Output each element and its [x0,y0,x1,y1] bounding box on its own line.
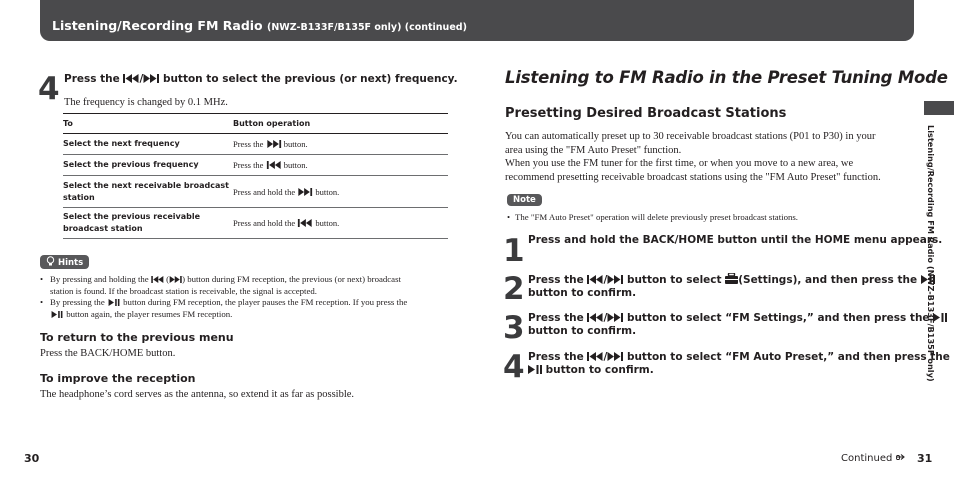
improve-heading: To improve the reception [40,372,196,385]
right-step-4-number: 4 [503,349,525,385]
continued-text: Continued [841,453,893,464]
hint-text: station is found. If the broadcast station is receivable, the signal is accepted. [50,286,317,296]
section-title: Presetting Desired Broadcast Stations [505,106,787,121]
table-header-operation: Button operation [233,119,311,128]
right-step-3-number: 3 [503,310,525,346]
left-step-number: 4 [38,71,60,107]
page-number-left: 30 [24,452,40,465]
table-cell-to: Select the previous receivable broadcast station [63,212,201,233]
main-title: Listening to FM Radio in the Preset Tuning Mode [505,68,948,87]
step-text: button to confirm. [528,325,637,337]
return-heading: To return to the previous menu [40,331,234,344]
step-text: Press the [528,274,584,286]
table-cell-operation [233,208,448,239]
table-op-suffix: button. [315,218,340,228]
prev-track-icon [587,313,603,322]
step-text: Press the [528,351,584,363]
continued-label [841,453,908,464]
prev-track-icon [587,352,603,361]
note-text: The "FM Auto Preset" operation will delete previously preset broadcast stations. [515,212,799,222]
table-cell-operation [233,176,448,208]
intro-paragraph [505,130,881,184]
hints-badge [40,255,89,269]
note-bullet-marker: • [507,212,511,222]
left-step-suffix: button to select the previous (or next) frequency. [162,73,458,85]
hint-text: By pressing the [50,297,105,307]
hints-label: Hints [57,258,84,268]
prev-track-icon [587,275,603,284]
hint-text: ) button during FM reception, the previous (or next) broadcast [182,274,401,284]
table-op-suffix: button. [283,139,308,149]
intro-line: recommend presetting receivable broadcast stations using the "FM Auto Preset" function. [505,171,881,183]
settings-icon [725,273,738,284]
table-header-row [63,114,448,134]
continued-hand-icon [896,453,908,462]
table-cell-operation [233,134,448,155]
intro-line: area using the "FM Auto Preset" function. [505,144,682,156]
table-op-suffix: button. [283,160,308,170]
play-pause-icon [50,311,64,318]
right-step-2-number: 2 [503,271,525,307]
improve-text: The headphone’s cord serves as the antenna, so extend it as far as possible. [40,389,355,400]
return-text: Press the BACK/HOME button. [40,348,176,359]
left-step-detail: The frequency is changed by 0.1 MHz. [64,97,228,108]
hint-bullet-2 [50,296,407,320]
button-operation-table [63,113,448,239]
hint-bullet-1-marker: • [40,274,44,284]
page-number-right: 31 [917,452,933,465]
hint-text: button again, the player resumes FM reception. [66,309,233,319]
table-op-suffix: button. [315,186,340,197]
next-track-icon [607,275,623,284]
table-op-prefix: Press and hold the [233,186,296,197]
table-op-prefix: Press and hold the [233,218,296,228]
left-step-instruction [64,73,458,86]
right-step-3-text [528,312,947,338]
side-label-text: Listening/Recording FM Radio (NWZ-B133F/B135F only) [926,125,936,382]
right-step-1-number: 1 [503,233,525,269]
step-text: / [603,351,608,363]
next-track-icon [607,352,623,361]
intro-line: You can automatically preset up to 30 receivable broadcast stations (P01 to P30) in your [505,131,876,142]
prev-track-icon [123,74,139,83]
next-track-icon [607,313,623,322]
intro-line: When you use the FM tuner for the first time, or when you move to a new area, we [505,158,854,169]
step-text: (Settings), and then press the [738,274,918,286]
next-track-icon [169,276,182,283]
header-title [52,18,467,33]
left-step-sep: / [139,73,144,85]
play-pause-icon [107,299,121,306]
table-cell-operation [233,155,448,176]
hint-text: button during FM reception, the player pauses the FM reception. If you press the [123,297,408,307]
hint-text: ( [166,274,170,284]
header-subtitle: (NWZ-B133F/B135F only) (continued) [267,22,467,33]
prev-track-icon [151,276,164,283]
step-text: / [603,274,608,286]
prev-track-icon [297,219,313,227]
side-tab-marker [924,101,954,115]
table-row [63,208,448,239]
table-row [63,176,448,208]
table-cell-to: Select the previous frequency [63,160,199,169]
step-text: / [603,312,608,324]
table-op-prefix: Press the [233,160,264,170]
step-text: button to select “FM Auto Preset,” and then press the [626,351,950,363]
step-text: button to select “FM Settings,” and then press the [626,312,930,324]
header-title-main: Listening/Recording FM Radio [52,18,263,33]
step-text: Press the [528,312,584,324]
step-text: button to confirm. [528,287,637,299]
hint-text: By pressing and holding the [50,274,149,284]
hint-bulb-icon [46,256,55,266]
right-step-2-text [528,273,935,300]
note-badge: Note [507,194,542,206]
hint-bullet-2-marker: • [40,297,44,307]
table-row [63,134,448,155]
table-cell-to: Select the next frequency [63,139,180,148]
left-step-prefix: Press the [64,73,120,85]
step-text: button to select [626,274,722,286]
table-header-to: To [63,118,73,128]
play-pause-icon [528,365,542,374]
table-op-prefix: Press the [233,139,264,149]
prev-track-icon [266,161,282,169]
table-row [63,155,448,176]
next-track-icon [143,74,159,83]
next-track-icon [297,188,313,196]
right-step-1-text: Press and hold the BACK/HOME button until the HOME menu appears. [528,234,943,246]
right-step-4-text [528,351,950,377]
step-text: button to confirm. [545,364,654,376]
hint-bullet-1 [50,273,401,297]
side-label [924,125,936,407]
table-cell-to: Select the next receivable broadcast station [63,180,229,202]
next-track-icon [266,140,282,148]
